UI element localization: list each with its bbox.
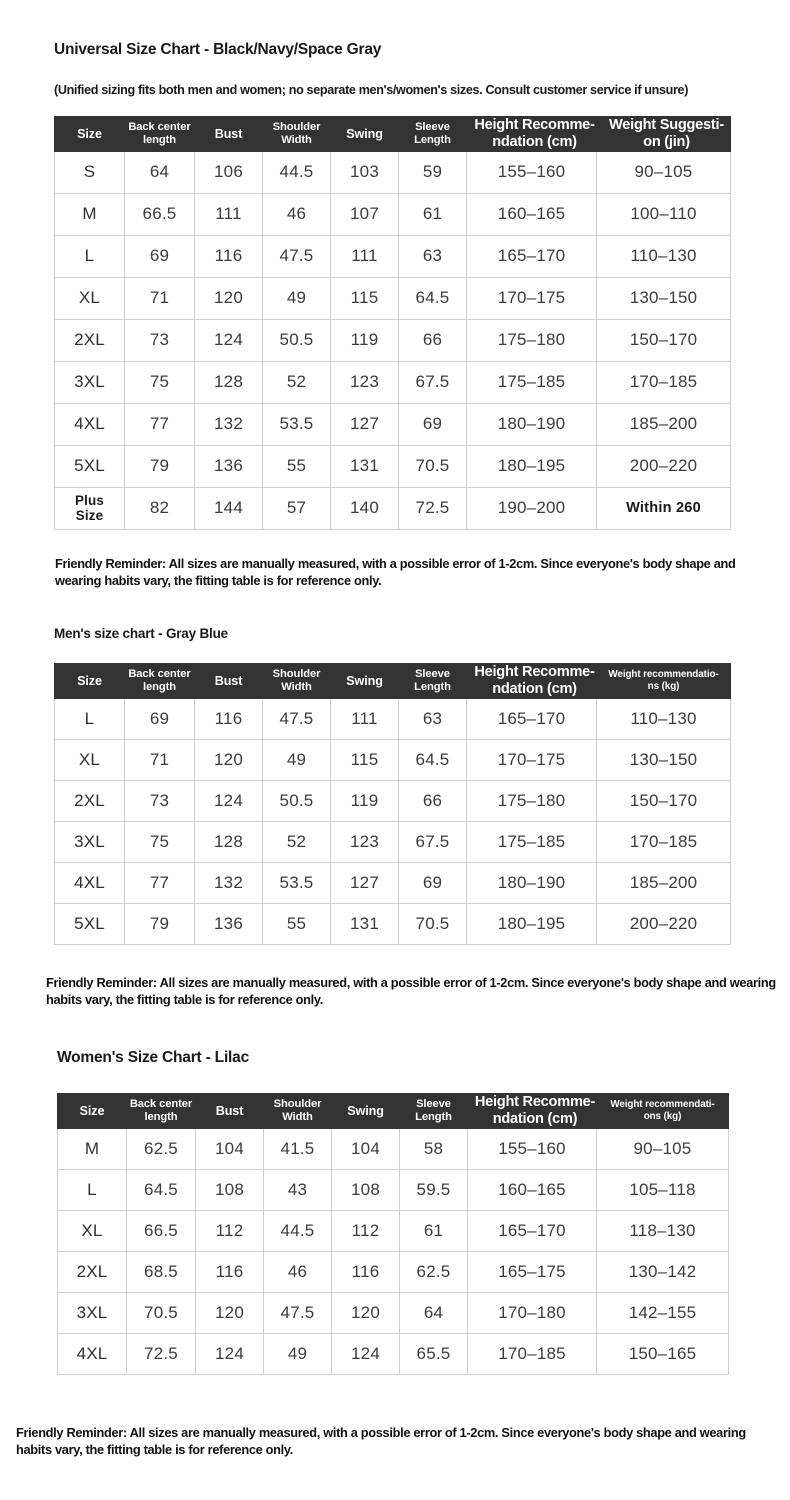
cell-size: 3XL (55, 361, 125, 403)
cell-value: 61 (400, 1210, 468, 1251)
cell-size: 2XL (58, 1251, 127, 1292)
col-header-sleeve-length (399, 117, 467, 152)
cell-value: 50.5 (263, 780, 331, 821)
cell-size: L (55, 698, 125, 739)
col-header-line1: Back center (128, 667, 191, 680)
cell-value: 73 (125, 780, 195, 821)
cell-value: 130–150 (597, 277, 731, 319)
cell-value: 170–185 (597, 821, 731, 862)
table-row (55, 361, 731, 403)
cell-value: 170–185 (468, 1333, 597, 1374)
col-header-line2: length (143, 680, 176, 693)
cell-size: 4XL (55, 862, 125, 903)
mens-section-title: Men's size chart - Gray Blue (54, 626, 228, 641)
table-row (55, 903, 731, 944)
cell-value: 67.5 (399, 361, 467, 403)
reminder-mens: Friendly Reminder: All sizes are manually measured, with a possible error of 1-2cm. Since everyone's body shape and wearing habits vary, the fitting table is for reference only. (46, 975, 776, 1007)
cell-value: 49 (263, 277, 331, 319)
cell-value: 70.5 (399, 903, 467, 944)
cell-value: 175–185 (467, 821, 597, 862)
col-header-size (55, 664, 125, 699)
col-header-line2: ons (kg) (643, 1110, 682, 1122)
cell-value: 119 (331, 780, 399, 821)
col-header-bust (195, 664, 263, 699)
col-header-size (55, 117, 125, 152)
col-header-line2: ndation (cm) (492, 133, 577, 150)
cell-value: 150–170 (597, 780, 731, 821)
cell-value: 130–142 (597, 1251, 729, 1292)
cell-value: 64.5 (127, 1169, 196, 1210)
col-header-height-recommendation (467, 117, 597, 152)
cell-value: 175–180 (467, 780, 597, 821)
cell-value: 68.5 (127, 1251, 196, 1292)
cell-value: 41.5 (264, 1128, 332, 1169)
cell-value: 77 (125, 862, 195, 903)
cell-value: 90–105 (597, 151, 731, 193)
cell-value: 63 (399, 698, 467, 739)
cell-value: 128 (195, 821, 263, 862)
col-header-line2: ndation (cm) (492, 1110, 578, 1127)
cell-value: 90–105 (597, 1128, 729, 1169)
cell-size: M (58, 1128, 127, 1169)
cell-value: 180–190 (467, 403, 597, 445)
cell-value: 49 (264, 1333, 332, 1374)
cell-value: 175–185 (467, 361, 597, 403)
cell-value: 46 (263, 193, 331, 235)
cell-value: 155–160 (467, 151, 597, 193)
cell-size: 3XL (55, 821, 125, 862)
table-row (55, 319, 731, 361)
cell-size: 3XL (58, 1292, 127, 1333)
reminder-womens: Friendly Reminder: All sizes are manually measured, with a possible error of 1-2cm. Since everyone's body shape and wearing habits vary, the fitting table is for reference only. (16, 1425, 746, 1457)
col-header-shoulder-width (263, 664, 331, 699)
mens-size-table (54, 663, 731, 945)
col-header-back-center-length (127, 1094, 196, 1129)
cell-value: 110–130 (597, 235, 731, 277)
cell-value: 65.5 (400, 1333, 468, 1374)
cell-value: 165–170 (468, 1210, 597, 1251)
cell-value: 72.5 (127, 1333, 196, 1374)
table-body (55, 151, 731, 529)
cell-value: 55 (263, 903, 331, 944)
cell-size: 2XL (55, 319, 125, 361)
cell-value: 70.5 (399, 445, 467, 487)
cell-value: 119 (331, 319, 399, 361)
cell-value: 132 (195, 862, 263, 903)
col-header-line1: Size (77, 673, 102, 688)
col-header-weight-recommendation (597, 664, 731, 699)
col-header-line2: ns (kg) (647, 680, 680, 692)
cell-value: 150–165 (597, 1333, 729, 1374)
cell-value: 64.5 (399, 739, 467, 780)
table-row (55, 487, 731, 529)
cell-value: 44.5 (264, 1210, 332, 1251)
cell-value: 55 (263, 445, 331, 487)
table-row (55, 235, 731, 277)
col-header-line1: Sleeve (415, 667, 450, 680)
cell-value: 108 (196, 1169, 264, 1210)
cell-value: 64.5 (399, 277, 467, 319)
col-header-sleeve-length (400, 1094, 468, 1129)
col-header-line1: Height Recomme- (474, 1094, 596, 1110)
cell-value: 136 (195, 903, 263, 944)
cell-value: 185–200 (597, 862, 731, 903)
cell-value: 120 (332, 1292, 400, 1333)
cell-value: 49 (263, 739, 331, 780)
cell-value: 132 (195, 403, 263, 445)
cell-value: 170–175 (467, 277, 597, 319)
cell-value: 75 (125, 361, 195, 403)
cell-value: 131 (331, 445, 399, 487)
table-row (58, 1128, 729, 1169)
table-header-row (55, 117, 731, 152)
cell-value: 100–110 (597, 193, 731, 235)
cell-value: 108 (332, 1169, 400, 1210)
cell-value: 112 (196, 1210, 264, 1251)
col-header-line1: Back center (128, 120, 191, 133)
table-row (55, 780, 731, 821)
col-header-line1: Shoulder (272, 120, 321, 133)
cell-value: 150–170 (597, 319, 731, 361)
cell-value: 111 (331, 235, 399, 277)
cell-value: 59 (399, 151, 467, 193)
col-header-swing (332, 1094, 400, 1129)
cell-value: 180–190 (467, 862, 597, 903)
col-header-line1: Weight Suggesti- (609, 117, 724, 133)
cell-value: 123 (331, 821, 399, 862)
cell-value: 72.5 (399, 487, 467, 529)
cell-value: 136 (195, 445, 263, 487)
table-body (58, 1128, 729, 1374)
col-header-line1: Swing (347, 1103, 384, 1118)
table-row (55, 193, 731, 235)
col-header-sleeve-length (399, 664, 467, 699)
cell-value: 155–160 (468, 1128, 597, 1169)
col-header-line2: Length (414, 133, 451, 146)
cell-value: 62.5 (400, 1251, 468, 1292)
cell-value: 165–170 (467, 698, 597, 739)
col-header-shoulder-width (264, 1094, 332, 1129)
cell-value: 69 (125, 235, 195, 277)
cell-size: 5XL (55, 445, 125, 487)
cell-value: 104 (332, 1128, 400, 1169)
cell-value: 70.5 (127, 1292, 196, 1333)
cell-value: 104 (196, 1128, 264, 1169)
col-header-line2: Length (414, 680, 451, 693)
cell-value: 106 (195, 151, 263, 193)
cell-value: 180–195 (467, 445, 597, 487)
cell-size: 2XL (55, 780, 125, 821)
cell-value: 170–185 (597, 361, 731, 403)
cell-size: M (55, 193, 125, 235)
col-header-line1: Back center (129, 1097, 193, 1110)
cell-value: 50.5 (263, 319, 331, 361)
table-row (58, 1292, 729, 1333)
table-row (55, 739, 731, 780)
cell-value: 165–170 (467, 235, 597, 277)
cell-value: 79 (125, 903, 195, 944)
cell-value: 120 (195, 277, 263, 319)
cell-value: 120 (195, 739, 263, 780)
col-header-line1: Size (79, 1103, 105, 1118)
cell-value: 64 (125, 151, 195, 193)
table-body (55, 698, 731, 944)
cell-value: 124 (195, 319, 263, 361)
col-header-line1: Sleeve (416, 1097, 451, 1110)
cell-value: 116 (332, 1251, 400, 1292)
cell-value: 170–180 (468, 1292, 597, 1333)
universal-size-table (54, 116, 731, 530)
womens-size-table (57, 1093, 729, 1375)
table-row (55, 403, 731, 445)
col-header-weight-recommendation (597, 1094, 729, 1129)
col-header-line2: length (143, 133, 176, 146)
cell-value: 79 (125, 445, 195, 487)
table-row (55, 862, 731, 903)
table-header-row (55, 664, 731, 699)
cell-size: 4XL (58, 1333, 127, 1374)
cell-value: 127 (331, 862, 399, 903)
cell-size: S (55, 151, 125, 193)
col-header-line1: Sleeve (415, 120, 450, 133)
table-row (55, 445, 731, 487)
col-header-height-recommendation (468, 1094, 597, 1129)
col-header-line2: length (144, 1110, 178, 1123)
cell-value: 200–220 (597, 903, 731, 944)
cell-value: 142–155 (597, 1292, 729, 1333)
cell-value: 120 (196, 1292, 264, 1333)
cell-size: XL (58, 1210, 127, 1251)
cell-value: 144 (195, 487, 263, 529)
cell-value: 82 (125, 487, 195, 529)
cell-value: 63 (399, 235, 467, 277)
cell-value: 165–175 (468, 1251, 597, 1292)
cell-value: 190–200 (467, 487, 597, 529)
table-row (55, 698, 731, 739)
cell-value: 103 (331, 151, 399, 193)
cell-value: 52 (263, 361, 331, 403)
col-header-shoulder-width (263, 117, 331, 152)
cell-value: 66 (399, 780, 467, 821)
table-header-row (58, 1094, 729, 1129)
col-header-weight-suggestion (597, 117, 731, 152)
col-header-line2: Width (281, 133, 312, 146)
cell-value: 131 (331, 903, 399, 944)
cell-value: 140 (331, 487, 399, 529)
col-header-line1: Bust (214, 126, 243, 141)
cell-value: 52 (263, 821, 331, 862)
table-row (58, 1251, 729, 1292)
cell-value: 43 (264, 1169, 332, 1210)
universal-subtitle: (Unified sizing fits both men and women; no separate men's/women's sizes. Consult customer service if unsure) (54, 83, 689, 97)
cell-size: L (58, 1169, 127, 1210)
cell-value: Within 260 (597, 487, 731, 529)
cell-value: 105–118 (597, 1169, 729, 1210)
cell-size: XL (55, 277, 125, 319)
col-header-line1: Size (77, 126, 102, 141)
cell-value: 170–175 (467, 739, 597, 780)
cell-value: 57 (263, 487, 331, 529)
cell-value: 69 (399, 403, 467, 445)
col-header-line1: Height Recomme- (474, 664, 595, 680)
cell-value: 73 (125, 319, 195, 361)
cell-value: 53.5 (263, 403, 331, 445)
cell-value: 107 (331, 193, 399, 235)
cell-value: 47.5 (264, 1292, 332, 1333)
cell-value: 112 (332, 1210, 400, 1251)
col-header-height-recommendation (467, 664, 597, 699)
cell-value: 53.5 (263, 862, 331, 903)
cell-value: 59.5 (400, 1169, 468, 1210)
womens-section-title: Women's Size Chart - Lilac (57, 1049, 249, 1066)
cell-value: 77 (125, 403, 195, 445)
cell-size: L (55, 235, 125, 277)
col-header-line2: on (jin) (643, 133, 690, 150)
cell-value: 62.5 (127, 1128, 196, 1169)
table-row (55, 151, 731, 193)
cell-value: 71 (125, 739, 195, 780)
col-header-line1: Bust (215, 1103, 244, 1118)
cell-value: 180–195 (467, 903, 597, 944)
cell-value: 111 (195, 193, 263, 235)
cell-size: Plus Size (55, 487, 125, 529)
cell-value: 110–130 (597, 698, 731, 739)
cell-value: 160–165 (467, 193, 597, 235)
cell-value: 44.5 (263, 151, 331, 193)
cell-value: 127 (331, 403, 399, 445)
cell-value: 111 (331, 698, 399, 739)
cell-value: 185–200 (597, 403, 731, 445)
cell-size: 4XL (55, 403, 125, 445)
cell-value: 200–220 (597, 445, 731, 487)
table-row (58, 1169, 729, 1210)
col-header-line1: Height Recomme- (474, 117, 595, 133)
page-title: Universal Size Chart - Black/Navy/Space Gray (54, 41, 382, 58)
table-row (55, 277, 731, 319)
col-header-line1: Shoulder (273, 1097, 322, 1110)
col-header-back-center-length (125, 664, 195, 699)
col-header-swing (331, 664, 399, 699)
cell-value: 175–180 (467, 319, 597, 361)
col-header-line2: ndation (cm) (492, 680, 577, 697)
reminder-universal: Friendly Reminder: All sizes are manually measured, with a possible error of 1-2cm. Since everyone's body shape and wearing habits vary, the fitting table is for reference only. (55, 556, 736, 588)
cell-value: 47.5 (263, 235, 331, 277)
cell-value: 66 (399, 319, 467, 361)
col-header-swing (331, 117, 399, 152)
cell-size: XL (55, 739, 125, 780)
cell-value: 124 (332, 1333, 400, 1374)
table-row (55, 821, 731, 862)
col-header-line1: Shoulder (272, 667, 321, 680)
cell-value: 75 (125, 821, 195, 862)
col-header-line2: Width (281, 680, 312, 693)
cell-value: 124 (195, 780, 263, 821)
col-header-bust (196, 1094, 264, 1129)
cell-value: 69 (125, 698, 195, 739)
cell-value: 71 (125, 277, 195, 319)
cell-value: 128 (195, 361, 263, 403)
cell-value: 123 (331, 361, 399, 403)
col-header-line1: Weight recommendati- (610, 1099, 715, 1111)
cell-value: 46 (264, 1251, 332, 1292)
cell-value: 118–130 (597, 1210, 729, 1251)
col-header-bust (195, 117, 263, 152)
cell-value: 66.5 (125, 193, 195, 235)
cell-value: 58 (400, 1128, 468, 1169)
cell-value: 130–150 (597, 739, 731, 780)
col-header-line1: Swing (346, 126, 383, 141)
col-header-line1: Bust (214, 673, 243, 688)
col-header-size (58, 1094, 127, 1129)
cell-value: 66.5 (127, 1210, 196, 1251)
cell-value: 160–165 (468, 1169, 597, 1210)
col-header-line2: Length (415, 1110, 452, 1123)
cell-value: 61 (399, 193, 467, 235)
cell-value: 116 (195, 698, 263, 739)
cell-value: 116 (195, 235, 263, 277)
table-row (58, 1333, 729, 1374)
cell-value: 69 (399, 862, 467, 903)
col-header-line1: Swing (346, 673, 383, 688)
cell-value: 47.5 (263, 698, 331, 739)
col-header-back-center-length (125, 117, 195, 152)
table-row (58, 1210, 729, 1251)
col-header-line2: Width (282, 1110, 313, 1123)
col-header-line1: Weight recommendatio- (608, 669, 719, 681)
cell-value: 64 (400, 1292, 468, 1333)
cell-value: 124 (196, 1333, 264, 1374)
cell-value: 115 (331, 277, 399, 319)
cell-value: 116 (196, 1251, 264, 1292)
cell-size: 5XL (55, 903, 125, 944)
cell-value: 67.5 (399, 821, 467, 862)
cell-value: 115 (331, 739, 399, 780)
